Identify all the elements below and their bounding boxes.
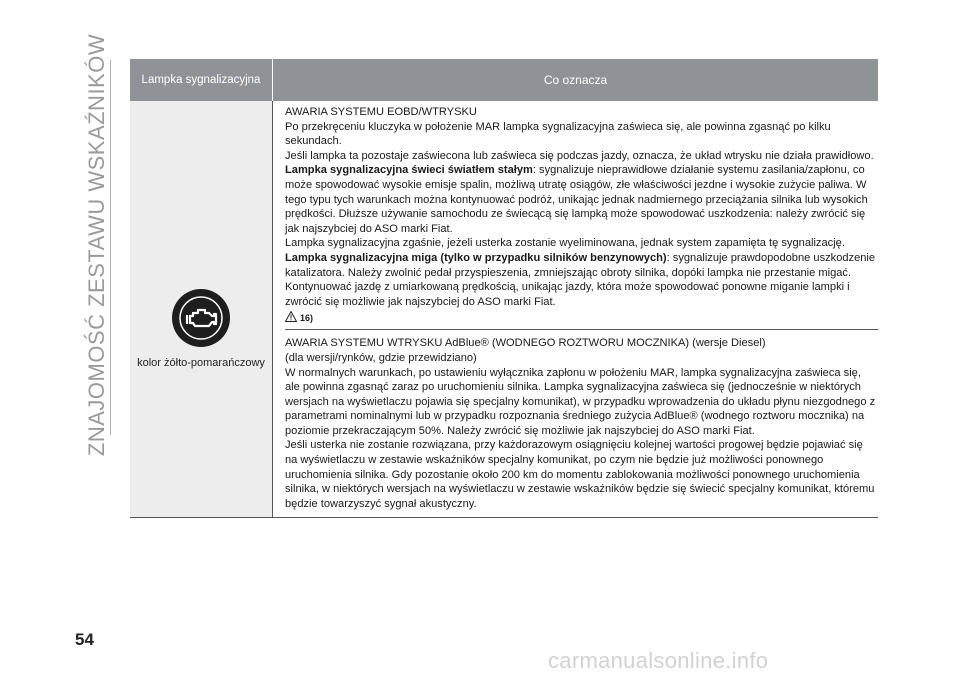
header-meaning: Co oznacza	[543, 73, 608, 87]
section-title-vertical	[84, 33, 110, 457]
eobd-p3-bold: Lampka sygnalizacyjna świeci światłem stałym	[285, 164, 533, 177]
eobd-p3-text: : sygnalizuje nieprawidłowe działanie systemu zasilania/zapłonu, co może spowodować wysokie emisje spalin, możliwą utratę osiągów, złe właściwości jezdne i wysokie zużycie paliwa. W tego typu tych warunkach można kontynuować podróż, unikając jednak nadmiernego przeciążania silnika lub wysokich prędkości. Dłuższe używanie samochodu ze świecącą się lampką może spowodować uszkodzenia: należy zwrócić się jak najszybciej do ASO marki Fiat.	[285, 164, 868, 235]
description-adblue	[285, 330, 878, 517]
description-eobd	[285, 101, 878, 330]
warning-light-table	[130, 59, 878, 518]
lamp-cell	[130, 101, 273, 517]
eobd-p3	[285, 163, 878, 236]
section-title-text: ZNAJOMOŚĆ ZESTAWU WSKAŹNIKÓW	[84, 33, 109, 457]
lamp-color-label: kolor żółto-pomarańczowy	[137, 357, 265, 370]
eobd-p5	[285, 251, 878, 309]
table-row	[130, 101, 878, 518]
eobd-p5-bold: Lampka sygnalizacyjna miga (tylko w przypadku silników benzynowych)	[285, 251, 667, 264]
side-divider	[110, 60, 111, 435]
page-number: 54	[75, 630, 94, 649]
warning-reference	[285, 311, 878, 325]
eobd-p4: Lampka sygnalizacyjna zgaśnie, jeżeli usterka zostanie wyeliminowana, jednak system zapamięta tę sygnalizację.	[285, 237, 845, 250]
adblue-p1: W normalnych warunkach, po ustawieniu wyłącznika zapłonu w położeniu MAR, lampka sygnalizacyjna zaświeca się, ale powinna zgasnąć zaraz po uruchomieniu silnika. Lampka sygnalizacyjna zaświeca się (jednocześnie w niektórych wersjach na wyświetlaczu pojawia się specjalny komunikat), w przypadku wprowadzenia do układu płynu niezgodnego z parametrami nominalnymi lub w przypadku rozpoznania średniego zużycia AdBlue® (wodnego roztworu mocznika) na poziomie przekraczającym 50%. Należy zwrócić się możliwie jak najszybciej do ASO marki Fiat.	[285, 366, 876, 437]
table-header	[130, 59, 878, 101]
watermark: carmanualsonline.info	[548, 648, 769, 673]
warning-triangle-icon	[285, 311, 297, 327]
eobd-title: AWARIA SYSTEMU EOBD/WTRYSKU	[285, 106, 477, 118]
header-lamp: Lampka sygnalizacyjna	[130, 59, 273, 101]
eobd-p5-text: : sygnalizuje prawdopodobne uszkodzenie katalizatora. Należy zwolnić pedał przyspieszenia, zmniejszając obroty silnika, dopóki lampka nie przestanie migać. Kontynuować jazdę z umiarkowaną prędkością, unikając jazdy, która może spowodować ponowne miganie lampki i zwrócić się możliwie jak najszybciej do ASO marki Fiat.	[285, 251, 876, 308]
adblue-title: AWARIA SYSTEMU WTRYSKU AdBlue® (WODNEGO ROZTWORU MOCZNIKA) (wersje Diesel)	[285, 337, 766, 350]
eobd-p1: Po przekręceniu kluczyka w położenie MAR lampka sygnalizacyjna zaświeca się, ale powinna zgasnąć po kilku sekundach.	[285, 120, 831, 148]
adblue-subtitle: (dla wersji/rynków, gdzie przewidziano)	[285, 351, 477, 364]
description-cell	[273, 101, 878, 517]
warning-number: 16)	[300, 313, 314, 324]
engine-icon	[172, 289, 230, 347]
eobd-p2: Jeśli lampka ta pozostaje zaświecona lub zaświeca się podczas jazdy, oznacza, że układ wtrysku nie działa prawidłowo.	[285, 149, 874, 162]
adblue-p2: Jeśli usterka nie zostanie rozwiązana, przy każdorazowym osiągnięciu kolejnej wartości progowej będzie pojawiać się na wyświetlaczu w zestawie wskaźników specjalny komunikat, po czym nie będzie już możliwości ponownego uruchomienia silnika. Gdy pozostanie około 200 km do momentu zablokowania możliwości ponownego uruchomienia silnika, w niektórych wersjach na wyświetlaczu w zestawie wskaźników będzie się świecić specjalny komunikat, któremu będzie towarzyszyć sygnał akustyczny.	[285, 439, 875, 510]
